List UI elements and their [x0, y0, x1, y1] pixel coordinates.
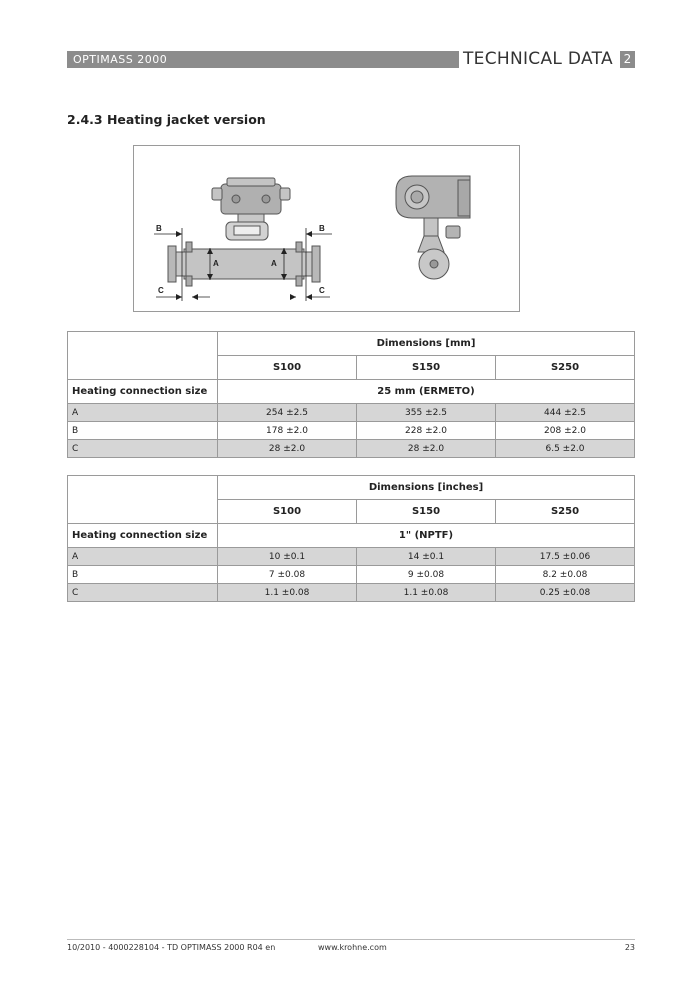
column-header: S100 [218, 500, 357, 524]
column-header: S100 [218, 356, 357, 380]
table-cell: 355 ±2.5 [357, 404, 496, 422]
table-cell: 1.1 ±0.08 [357, 584, 496, 602]
table-cell: 7 ±0.08 [218, 566, 357, 584]
row-label: C [68, 584, 218, 602]
table-corner-cell [68, 332, 218, 380]
row-label: B [68, 566, 218, 584]
connection-size-row [68, 380, 635, 404]
table-group-header-row [68, 476, 635, 500]
table-row [68, 440, 635, 458]
column-header: S150 [357, 356, 496, 380]
dimensions-inches-table [67, 475, 635, 602]
table-cell: 28 ±2.0 [218, 440, 357, 458]
label-b-left: B [156, 224, 162, 233]
table-row [68, 422, 635, 440]
dimensions-mm-table [67, 331, 635, 458]
label-a-left: A [213, 259, 219, 268]
document-reference: 10/2010 - 4000228104 - TD OPTIMASS 2000 R04 en [67, 943, 276, 952]
section-name: TECHNICAL DATA [463, 49, 613, 69]
connection-size-row [68, 524, 635, 548]
product-name: OPTIMASS 2000 [73, 53, 168, 66]
table-cell: 9 ±0.08 [357, 566, 496, 584]
table-cell: 444 ±2.5 [496, 404, 635, 422]
row-label: B [68, 422, 218, 440]
table-cell: 1.1 ±0.08 [218, 584, 357, 602]
column-header: S150 [357, 500, 496, 524]
connection-size-label: Heating connection size [68, 524, 218, 548]
row-label: A [68, 404, 218, 422]
label-c-left: C [158, 286, 164, 295]
group-header: Dimensions [inches] [218, 476, 635, 500]
chapter-number: 2 [620, 51, 635, 68]
column-header: S250 [496, 500, 635, 524]
page-number: 23 [624, 943, 635, 952]
table-cell: 8.2 ±0.08 [496, 566, 635, 584]
section-title: 2.4.3 Heating jacket version [67, 112, 266, 127]
flowmeter-drawing [134, 146, 521, 313]
table-cell: 254 ±2.5 [218, 404, 357, 422]
table-cell: 6.5 ±2.0 [496, 440, 635, 458]
connection-size-value: 25 mm (ERMETO) [218, 380, 635, 404]
table-row [68, 548, 635, 566]
table-row [68, 566, 635, 584]
table-corner-cell [68, 476, 218, 524]
website-link[interactable]: www.krohne.com [318, 943, 387, 952]
connection-size-label: Heating connection size [68, 380, 218, 404]
table-cell: 17.5 ±0.06 [496, 548, 635, 566]
column-header: S250 [496, 356, 635, 380]
table-row [68, 584, 635, 602]
table-cell: 14 ±0.1 [357, 548, 496, 566]
label-b-right: B [319, 224, 325, 233]
table-cell: 228 ±2.0 [357, 422, 496, 440]
flowmeter-end-view [396, 176, 470, 279]
row-label: A [68, 548, 218, 566]
table-row [68, 404, 635, 422]
table-cell: 28 ±2.0 [357, 440, 496, 458]
flowmeter-side-view [168, 178, 320, 286]
label-a-right: A [271, 259, 277, 268]
footer-rule [67, 939, 635, 940]
page-header [67, 51, 635, 68]
connection-size-value: 1" (NPTF) [218, 524, 635, 548]
row-label: C [68, 440, 218, 458]
table-cell: 10 ±0.1 [218, 548, 357, 566]
table-cell: 208 ±2.0 [496, 422, 635, 440]
table-cell: 178 ±2.0 [218, 422, 357, 440]
table-group-header-row [68, 332, 635, 356]
table-cell: 0.25 ±0.08 [496, 584, 635, 602]
group-header: Dimensions [mm] [218, 332, 635, 356]
dimension-drawing [133, 145, 520, 312]
label-c-right: C [319, 286, 325, 295]
